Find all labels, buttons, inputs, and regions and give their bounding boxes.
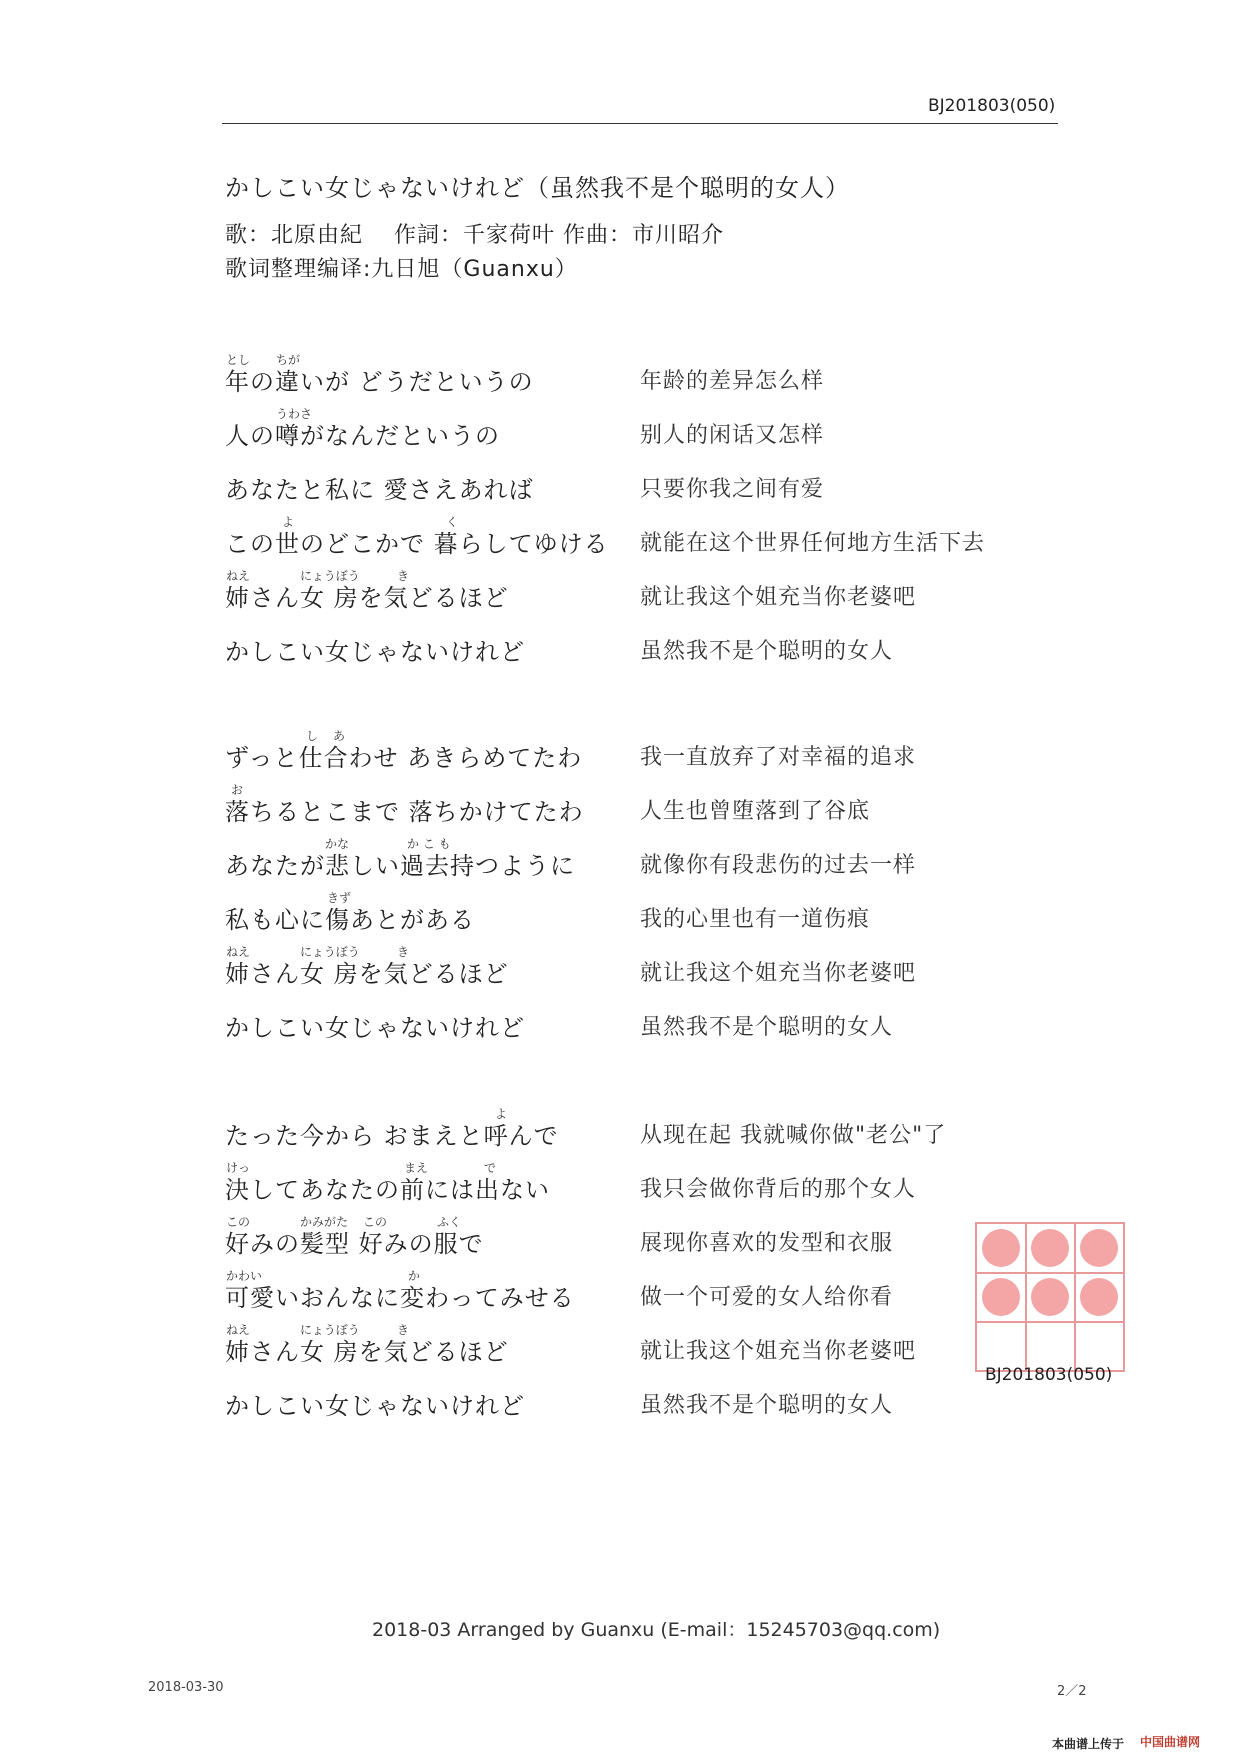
translator-line: 歌词整理编译:九日旭（Guanxu） [225,257,578,282]
furigana: ちが [276,353,301,367]
lyric-chinese: 就让我这个姐充当你老婆吧 [640,585,917,610]
lyric-japanese: 姉さん女 房を気どるほど [225,1338,509,1366]
lyric-japanese: かしこい女じゃないけれど [225,638,525,666]
lyric-japanese: たった今から おまえと呼んで [225,1122,559,1150]
furigana: とし [226,353,251,367]
lyric-japanese: 可愛いおんなに変わってみせる [225,1284,575,1312]
lyric-chinese: 我的心里也有一道伤痕 [640,907,871,932]
stamp-cell [977,1273,1025,1321]
lyric-japanese: かしこい女じゃないけれど [225,1392,525,1420]
lyric-chinese: 展现你喜欢的发型和衣服 [640,1231,894,1256]
furigana: ねえ [226,1323,251,1337]
lyric-japanese: 姉さん女 房を気どるほど [225,584,509,612]
stamp-char: 日 [1041,1340,1059,1361]
lyric-japanese: 人の噂がなんだというの [225,422,500,450]
site-logo: 中国曲谱网 [1140,1735,1201,1749]
lyric-chinese: 虽然我不是个聪明的女人 [640,639,894,664]
stamp-code: BJ201803(050) [985,1365,1113,1385]
stamp-dot [1080,1278,1118,1316]
lyric-japanese: この世のどこかで 暮らしてゆける [225,530,609,558]
furigana: よ [282,515,295,529]
lyric-chinese: 年龄的差异怎么样 [640,369,825,394]
lyric-chinese: 虽然我不是个聪明的女人 [640,1015,894,1040]
upload-note: 本曲谱上传于 [1052,1737,1125,1751]
furigana: お [231,783,244,797]
furigana: し [306,729,319,743]
lyric-japanese: 姉さん女 房を気どるほど [225,960,509,988]
page-number: 2／2 [1057,1684,1087,1699]
furigana: にょうぼう [300,569,360,583]
stamp-cell [977,1224,1025,1272]
lyric-chinese: 就像你有段悲伤的过去一样 [640,853,917,878]
lyric-chinese: 我一直放弃了对幸福的追求 [640,745,917,770]
furigana: き [397,569,410,583]
lyric-chinese: 就能在这个世界任何地方生活下去 [640,531,986,556]
lyric-chinese: 我只会做你背后的那个女人 [640,1177,917,1202]
credits-line: 歌：北原由紀 作詞：千家荷叶 作曲：市川昭介 [225,223,724,248]
furigana: で [484,1161,497,1175]
lyric-japanese: 落ちるとこまで 落ちかけてたわ [225,798,584,826]
furigana: よ [495,1107,508,1121]
furigana: まえ [404,1161,429,1175]
document-id: BJ201803(050) [928,96,1056,116]
lyric-japanese: かしこい女じゃないけれど [225,1014,525,1042]
header-rule [222,123,1058,124]
lyric-chinese: 别人的闲话又怎样 [640,423,825,448]
furigana: けっ [226,1161,251,1175]
lyric-chinese: 只要你我之间有爱 [640,477,825,502]
furigana: にょうぼう [300,1323,360,1337]
stamp-cell [1075,1224,1123,1272]
furigana: きず [327,891,352,905]
lyric-chinese: 就让我这个姐充当你老婆吧 [640,1339,917,1364]
furigana: かな [325,837,350,851]
print-date: 2018-03-30 [148,1680,224,1695]
furigana: か [408,1269,421,1283]
lyric-chinese: 从现在起 我就喊你做"老公"了 [640,1123,947,1148]
furigana: き [397,1323,410,1337]
stamp-dot [1031,1278,1069,1316]
furigana: にょうぼう [300,945,360,959]
seal-stamp [975,1222,1125,1372]
stamp-dot [1080,1229,1118,1267]
lyric-japanese: ずっと仕合わせ あきらめてたわ [225,744,583,772]
lyric-chinese: 人生也曾堕落到了谷底 [640,799,871,824]
lyric-chinese: 就让我这个姐充当你老婆吧 [640,961,917,986]
stamp-cell [1026,1224,1074,1272]
lyric-japanese: 好みの髪型 好みの服で [225,1230,484,1258]
stamp-char: 旭 [1090,1340,1108,1361]
furigana: この [226,1215,251,1229]
lyric-japanese: あなたと私に 愛さえあれば [225,476,534,504]
furigana: あ [333,729,346,743]
furigana: この [363,1215,388,1229]
stamp-cell [1026,1273,1074,1321]
furigana: かわい [226,1269,263,1283]
furigana: ふく [437,1215,462,1229]
lyric-chinese: 虽然我不是个聪明的女人 [640,1393,894,1418]
furigana: き [397,945,410,959]
stamp-dot [982,1229,1020,1267]
furigana: ねえ [226,569,251,583]
furigana: ねえ [226,945,251,959]
arranger-footer: 2018-03 Arranged by Guanxu (E-mail：15245703@qq.com) [372,1619,941,1641]
stamp-char: 九 [992,1340,1010,1361]
furigana: か こ も [407,837,451,851]
furigana: うわさ [276,407,313,421]
furigana: かみがた [300,1215,349,1229]
stamp-cell [1075,1273,1123,1321]
furigana: く [446,515,459,529]
lyric-japanese: 私も心に傷あとがある [225,906,475,934]
song-title: かしこい女じゃないけれど（虽然我不是个聪明的女人） [225,174,850,202]
lyric-japanese: 年の違いが どうだというの [225,368,534,396]
lyric-chinese: 做一个可爱的女人给你看 [640,1285,894,1310]
stamp-dot [1031,1229,1069,1267]
lyric-japanese: 決してあなたの前には出ない [225,1176,550,1204]
lyric-japanese: あなたが悲しい過去持つように [225,852,575,880]
stamp-dot [982,1278,1020,1316]
